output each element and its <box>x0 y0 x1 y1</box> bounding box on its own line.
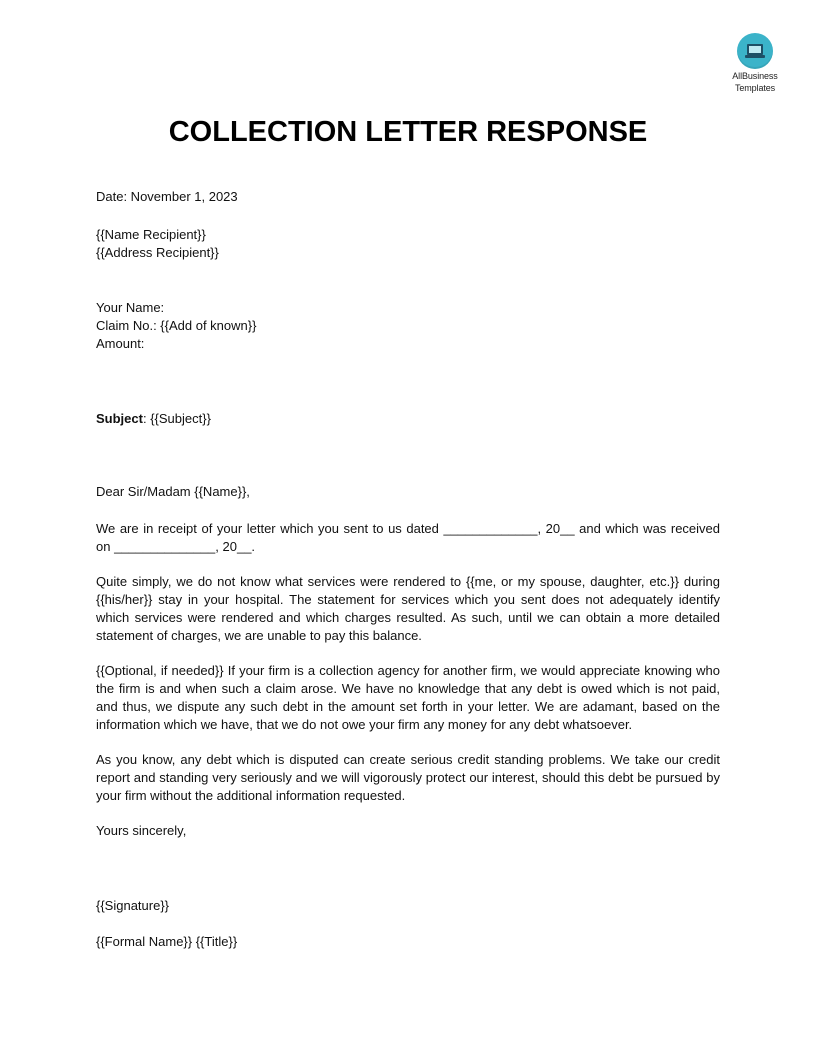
salutation: Dear Sir/Madam {{Name}}, <box>96 484 250 499</box>
closing: Yours sincerely, <box>96 823 187 838</box>
subject-value: : {{Subject}} <box>142 411 211 426</box>
recipient-address: {{Address Recipient}} <box>96 245 219 260</box>
paragraph-services: Quite simply, we do not know what services were rendered to {{me, or my spouse, daughter, etc.}} during {{his/her}} stay in your hospital. The statement for services which you sent does not adequately identify which services were rendered and which charges resulted. As such, until we can obtain a more detailed statement of charges, we are unable to pay this balance. <box>96 574 720 643</box>
subject-line <box>96 410 720 428</box>
signature-placeholder: {{Signature}} <box>96 898 170 913</box>
paragraph-optional: {{Optional, if needed}} If your firm is a collection agency for another firm, we would appreciate knowing who the firm is and when such a claim arose. We have no knowledge that any debt is owed which is not paid, and thus, we dispute any such debt in the amount set forth in your letter. We are adamant, based on the information which we have, that we do not owe your firm any money for any debt whatsoever. <box>96 663 720 732</box>
paragraph-credit: As you know, any debt which is disputed can create serious credit standing problems. We take our credit report and standing very seriously and we will vigorously protect our interest, should this debt be pursued by your firm without the additional information requested. <box>96 752 720 803</box>
formal-name-title: {{Formal Name}} {{Title}} <box>96 934 238 949</box>
allbusiness-logo <box>722 33 788 93</box>
recipient-name: {{Name Recipient}} <box>96 227 206 242</box>
logo-text-line2: Templates <box>734 83 776 93</box>
laptop-icon <box>737 33 773 69</box>
claim-number-field: Claim No.: {{Add of known}} <box>96 318 257 333</box>
date-line: Date: November 1, 2023 <box>96 189 238 204</box>
paragraph-receipt: We are in receipt of your letter which you sent to us dated _____________, 20__ and which was received on ______________, 20__. <box>96 521 720 554</box>
amount-field: Amount: <box>96 336 145 351</box>
subject-label: Subject <box>96 411 143 426</box>
your-name-field: Your Name: <box>96 300 165 315</box>
letter-body <box>96 188 720 951</box>
document-title: COLLECTION LETTER RESPONSE <box>168 116 648 148</box>
logo-text-line1: AllBusiness <box>732 71 778 81</box>
